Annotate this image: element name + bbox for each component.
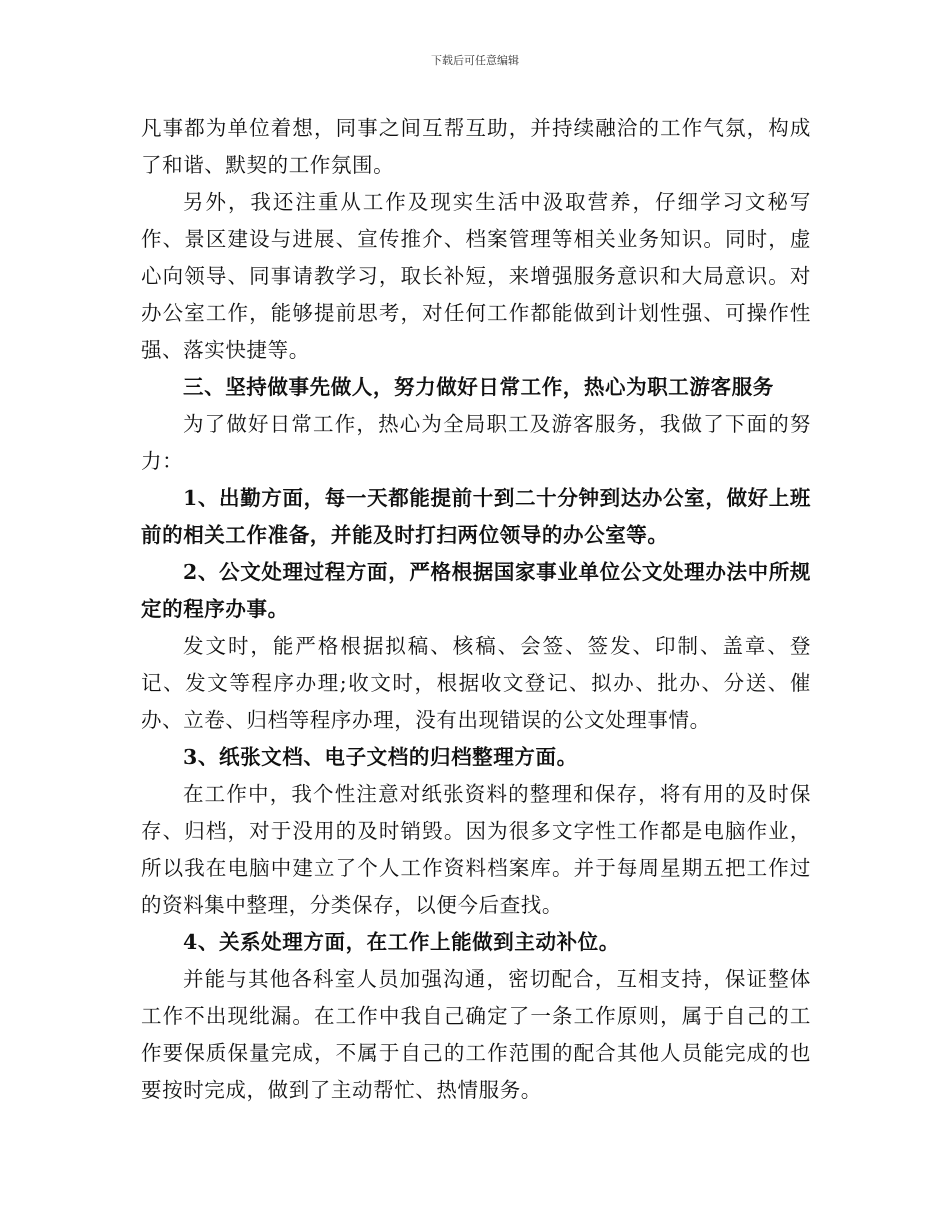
- paragraph: 在工作中，我个性注意对纸张资料的整理和保存，将有用的及时保存、归档，对于没用的及时销毁。因为很多文字性工作都是电脑作业，所以我在电脑中建立了个人工作资料档案库。并于每周星期五把工作过的资料集中整理，分类保存，以便今后查找。: [141, 782, 811, 917]
- paragraph: 并能与其他各科室人员加强沟通，密切配合，互相支持，保证整体工作不出现纰漏。在工作中我自己确定了一条工作原则，属于自己的工作要保质保量完成，不属于自己的工作范围的配合其他人员能完成的也要按时完成，做到了主动帮忙、热情服务。: [141, 967, 811, 1102]
- subsection-heading: 4、关系处理方面，在工作上能做到主动补位。: [183, 930, 620, 954]
- subsection-heading: 3、纸张文档、电子文档的归档整理方面。: [183, 745, 578, 769]
- paragraph: 另外，我还注重从工作及现实生活中汲取营养，仔细学习文秘写作、景区建设与进展、宣传推介、档案管理等相关业务知识。同时，虚心向领导、同事请教学习，取长补短，来增强服务意识和大局意识。对办公室工作，能够提前思考，对任何工作都能做到计划性强、可操作性强、落实快捷等。: [141, 190, 811, 362]
- section-heading: 三、坚持做事先做人，努力做好日常工作，热心为职工游客服务: [183, 375, 774, 399]
- subsection-heading: 2、公文处理过程方面，严格根据国家事业单位公文处理办法中所规定的程序办事。: [141, 560, 811, 621]
- paragraph: 为了做好日常工作，热心为全局职工及游客服务，我做了下面的努力：: [141, 412, 811, 473]
- paragraph: 发文时，能严格根据拟稿、核稿、会签、签发、印制、盖章、登记、发文等程序办理;收文时，根据收文登记、拟办、批办、分送、催办、立卷、归档等程序办理，没有出现错误的公文处理事情。: [141, 634, 811, 732]
- subsection-heading: 1、出勤方面，每一天都能提前十到二十分钟到达办公室，做好上班前的相关工作准备，并能及时打扫两位领导的办公室等。: [141, 486, 811, 547]
- page-header-note: 下载后可任意编辑: [431, 54, 519, 67]
- document-body: [141, 110, 811, 1109]
- paragraph: 凡事都为单位着想，同事之间互帮互助，并持续融洽的工作气氛，构成了和谐、默契的工作氛围。: [141, 116, 811, 177]
